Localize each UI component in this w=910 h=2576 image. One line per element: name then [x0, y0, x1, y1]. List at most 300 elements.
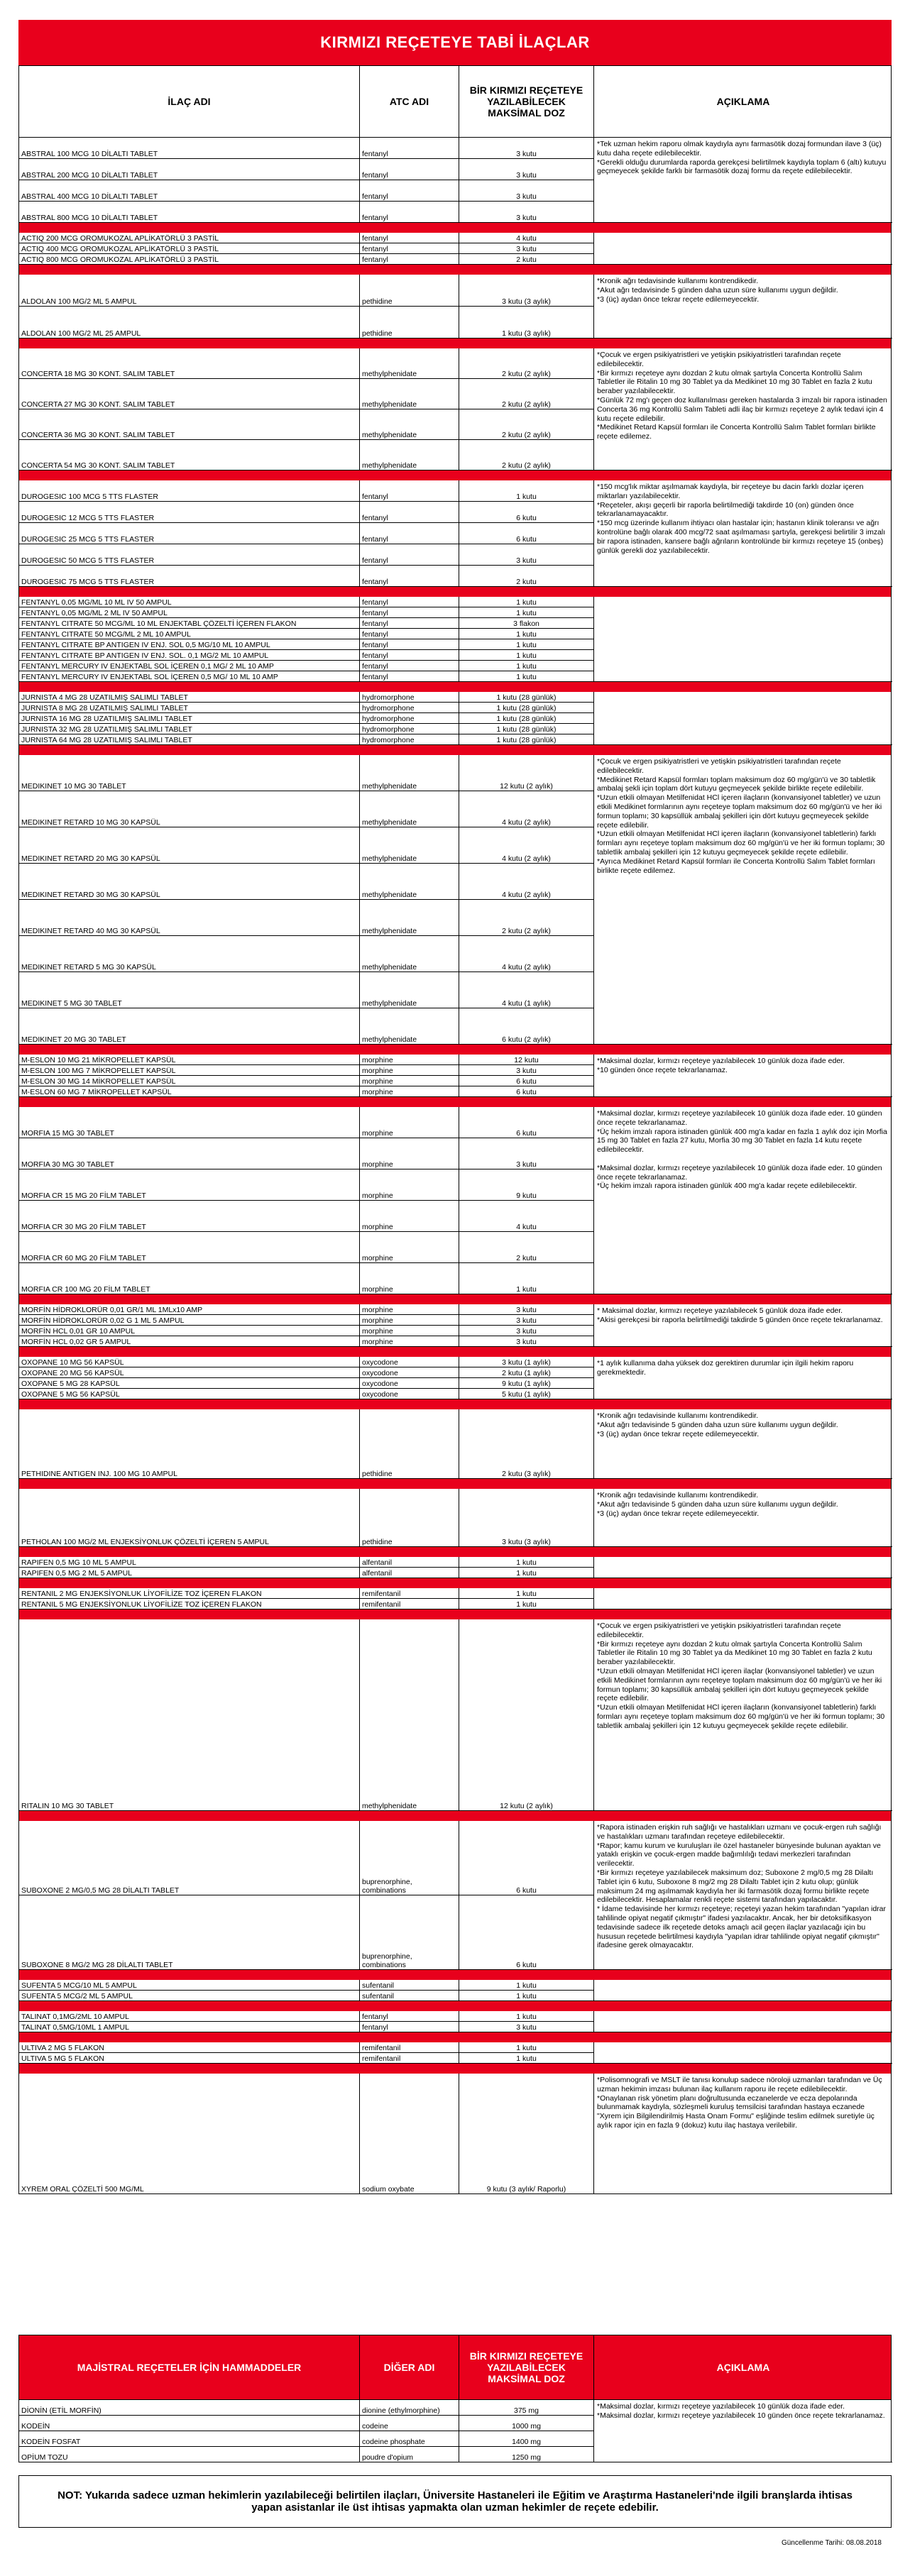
drug-name-cell: ULTIVA 2 MG 5 FLAKON [19, 2042, 360, 2053]
atc-name-cell: morphine [360, 1107, 459, 1138]
description-cell: *150 mcg'lık miktar aşılmamak kaydıyla, bir reçeteye bu dacin farklı dozlar içeren miktarları yazılabilecektir. *Reçeteler, akışı geçerli bir raporla belirtilmediği takdirde 10 (on) günden önce tekrarlanamayacaktır. *150 mcg üzerinde kullanım ihtiyacı olan hastalar için; hastanın klinik toleransı ve ağrı kontrolüne bağlı olarak 400 mcg/72 saat aşılmaması şartıyla, gerekçesi belirtilir 3 imzalı bir rapora istinaden, kansere bağlı ağrıların kontrolünde bir kırmızı reçeteye 15 (onbeş) günlük gerekli doz yazılabilecektir. [594, 480, 892, 587]
table-group [18, 2011, 892, 2032]
atc-name-cell: morphine [360, 1065, 459, 1076]
atc-name-cell: morphine [360, 1326, 459, 1336]
max-dose-cell: 1 kutu [459, 650, 594, 661]
max-dose-cell: 1 kutu [459, 597, 594, 607]
drug-name-cell: PETHOLAN 100 MG/2 ML ENJEKSİYONLUK ÇÖZELTİ İÇEREN 5 AMPUL [19, 1489, 360, 1547]
max-dose-cell: 1 kutu [459, 1557, 594, 1568]
atc-name-cell: morphine [360, 1232, 459, 1263]
drug-name-cell: ACTIQ 400 MCG OROMUKOZAL APLİKATÖRLÜ 3 PASTİL [19, 243, 360, 254]
drug-name-cell: MORFIA 30 MG 30 TABLET [19, 1138, 360, 1169]
max-dose-cell: 3 kutu [459, 1315, 594, 1326]
drug-name-cell: ABSTRAL 400 MCG 10 DİLALTI TABLET [19, 180, 360, 202]
drug-name-cell: MORFİN HCL 0,02 GR 5 AMPUL [19, 1336, 360, 1347]
atc-name-cell: hydromorphone [360, 713, 459, 724]
atc-name-cell: methylphenidate [360, 791, 459, 827]
drug-name-cell: MEDIKINET RETARD 5 MG 30 KAPSÜL [19, 936, 360, 972]
max-dose-cell: 9 kutu (1 aylık) [459, 1378, 594, 1389]
max-dose-cell: 12 kutu (2 aylık) [459, 1619, 594, 1811]
drug-name-cell: RITALIN 10 MG 30 TABLET [19, 1619, 360, 1811]
max-dose-cell: 3 kutu [459, 138, 594, 159]
max-dose-cell: 3 kutu [459, 2022, 594, 2032]
group-separator [18, 223, 892, 233]
description-cell: *Maksimal dozlar, kırmızı reçeteye yazılabilecek 10 günlük doza ifade eder. *10 günden önce reçete tekrarlanamaz. [594, 1055, 892, 1097]
header-atc-name: ATC ADI [360, 66, 459, 137]
max-dose-cell: 3 kutu [459, 1304, 594, 1315]
group-separator [18, 1970, 892, 1980]
group-separator [18, 1547, 892, 1557]
raw-description-cell: *Maksimal dozlar, kırmızı reçeteye yazılabilecek 10 günlük doza ifade eder. *Maksimal dozlar, kırmızı reçeteye yazılabilecek 10 günden önce reçete tekrarlanamaz. [594, 2400, 892, 2462]
atc-name-cell: poudre d'opium [360, 2447, 459, 2462]
max-dose-cell: 6 kutu [459, 523, 594, 544]
atc-name-cell: methylphenidate [360, 440, 459, 470]
header-drug-name: İLAÇ ADI [19, 66, 360, 137]
drug-name-cell: FENTANYL 0,05 MG/ML 2 ML IV 50 AMPUL [19, 607, 360, 618]
drug-name-cell: CONCERTA 27 MG 30 KONT. SALIM TABLET [19, 379, 360, 409]
max-dose-cell: 12 kutu (2 aylık) [459, 755, 594, 791]
atc-name-cell: sufentanil [360, 1980, 459, 1991]
drug-name-cell: JURNISTA 8 MG 28 UZATILMIŞ SALIMLI TABLET [19, 703, 360, 713]
description-cell [594, 692, 892, 745]
group-separator [18, 1811, 892, 1821]
drug-name-cell: DUROGESIC 50 MCG 5 TTS FLASTER [19, 544, 360, 566]
max-dose-cell: 375 mg [459, 2400, 594, 2416]
drug-name-cell: RENTANIL 5 MG ENJEKSİYONLUK LİYOFİLİZE TOZ İÇEREN FLAKON [19, 1599, 360, 1609]
raw-materials-table [18, 2400, 892, 2462]
table-group [18, 233, 892, 265]
max-dose-cell: 1 kutu [459, 480, 594, 502]
max-dose-cell: 1000 mg [459, 2416, 594, 2431]
drug-name-cell: MEDIKINET 20 MG 30 TABLET [19, 1008, 360, 1045]
max-dose-cell: 1 kutu [459, 2011, 594, 2022]
drug-name-cell: MORFİN HİDROKLORÜR 0,01 GR/1 ML 1MLx10 AMP [19, 1304, 360, 1315]
max-dose-cell: 1 kutu [459, 1980, 594, 1991]
drug-name-cell: KODEİN FOSFAT [19, 2431, 360, 2447]
atc-name-cell: fentanyl [360, 523, 459, 544]
description-cell: *Çocuk ve ergen psikiyatristleri ve yetişkin psikiyatristleri tarafından reçete edilebilecektir. *Medikinet Retard Kapsül formları toplam maksimum doz 60 mg/gün'ü ve 30 tabletlik ambalaj şekli için toplam dört kutuyu geçmeyecek şekilde birlikte reçete edilebilir. *Uzun etkili olmayan Metilfenidat HCl içeren ilaçların (konvansiyonel tabletler) ve uzun etkili Medikinet formlarının aynı reçeteye toplam maksimum doz 60 mg/gün'ü ve her iki formun toplamı; 30 kapsüllük ambalaj şekilleri için dört kutuyu geçmeyecek şekilde reçete edilebilir. *Uzun etkili olmayan Metilfenidat HCl içeren ilaçların (konvansiyonel tabletlerin) farklı formları aynı reçeteye toplam maksimum doz 60 mg/gün'ü ve her iki formun toplamı; 30 tabletlik ambalaj şekilleri için 12 kutuyu geçmeyecek şekilde reçete edilebilir. *Ayrıca Medikinet Retard Kapsül formları ile Concerta Kontrollü Salım Tablet formları birlikte reçete edilemez. [594, 755, 892, 1045]
atc-name-cell: fentanyl [360, 243, 459, 254]
atc-name-cell: morphine [360, 1201, 459, 1232]
atc-name-cell: buprenorphine, combinations [360, 1821, 459, 1895]
group-separator [18, 1097, 892, 1107]
max-dose-cell: 6 kutu [459, 1086, 594, 1097]
atc-name-cell: hydromorphone [360, 703, 459, 713]
atc-name-cell: pethidine [360, 1409, 459, 1479]
max-dose-cell: 1 kutu [459, 1568, 594, 1578]
max-dose-cell: 5 kutu (1 aylık) [459, 1389, 594, 1399]
max-dose-cell: 3 kutu [459, 1336, 594, 1347]
drug-name-cell: MEDIKINET RETARD 10 MG 30 KAPSÜL [19, 791, 360, 827]
max-dose-cell: 12 kutu [459, 1055, 594, 1065]
max-dose-cell: 3 kutu (3 aylık) [459, 1489, 594, 1547]
atc-name-cell: methylphenidate [360, 379, 459, 409]
group-separator [18, 682, 892, 692]
max-dose-cell: 3 kutu [459, 159, 594, 180]
drug-name-cell: DUROGESIC 75 MCG 5 TTS FLASTER [19, 566, 360, 587]
drug-name-cell: JURNISTA 32 MG 28 UZATILMIŞ SALIMLI TABLET [19, 724, 360, 734]
max-dose-cell: 2 kutu (1 aylık) [459, 1367, 594, 1378]
atc-name-cell: morphine [360, 1304, 459, 1315]
description-cell [594, 597, 892, 682]
drug-name-cell: OXOPANE 5 MG 56 KAPSÜL [19, 1389, 360, 1399]
header-other-name: DİĞER ADI [360, 2335, 459, 2399]
atc-name-cell: remifentanil [360, 2042, 459, 2053]
drug-name-cell: SUBOXONE 2 MG/0,5 MG 28 DİLALTI TABLET [19, 1821, 360, 1895]
max-dose-cell: 1400 mg [459, 2431, 594, 2447]
max-dose-cell: 6 kutu [459, 1076, 594, 1086]
atc-name-cell: morphine [360, 1055, 459, 1065]
description-cell [594, 1980, 892, 2001]
group-separator [18, 1609, 892, 1619]
max-dose-cell: 1 kutu (28 günlük) [459, 713, 594, 724]
atc-name-cell: oxycodone [360, 1357, 459, 1367]
table-group [18, 597, 892, 682]
max-dose-cell: 2 kutu (2 aylık) [459, 440, 594, 470]
header-raw-max-dose: BİR KIRMIZI REÇETEYE YAZILABİLECEK MAKSİMAL DOZ [459, 2335, 594, 2399]
header-raw-description: AÇIKLAMA [716, 2362, 770, 2373]
max-dose-cell: 1 kutu [459, 2042, 594, 2053]
max-dose-cell: 4 kutu [459, 233, 594, 243]
max-dose-cell: 3 kutu [459, 243, 594, 254]
description-cell [594, 2042, 892, 2064]
atc-name-cell: remifentanil [360, 2053, 459, 2064]
table-group [18, 348, 892, 470]
table-group [18, 1489, 892, 1547]
drug-name-cell: M-ESLON 30 MG 14 MİKROPELLET KAPSÜL [19, 1076, 360, 1086]
max-dose-cell: 4 kutu (2 aylık) [459, 864, 594, 900]
atc-name-cell: methylphenidate [360, 936, 459, 972]
drug-name-cell: ALDOLAN 100 MG/2 ML 5 AMPUL [19, 275, 360, 307]
drug-name-cell: FENTANYL MERCURY IV ENJEKTABL SOL İÇEREN 0,1 MG/ 2 ML 10 AMP [19, 661, 360, 671]
atc-name-cell: dionine (ethylmorphine) [360, 2400, 459, 2416]
drug-name-cell: FENTANYL CITRATE BP ANTIGEN IV ENJ. SOL. 0,1 MG/2 ML 10 AMPUL [19, 650, 360, 661]
atc-name-cell: fentanyl [360, 202, 459, 223]
max-dose-cell: 1 kutu (3 aylık) [459, 307, 594, 338]
atc-name-cell: morphine [360, 1169, 459, 1201]
atc-name-cell: fentanyl [360, 607, 459, 618]
max-dose-cell: 4 kutu (1 aylık) [459, 972, 594, 1008]
atc-name-cell: sufentanil [360, 1991, 459, 2001]
description-cell: *Çocuk ve ergen psikiyatristleri ve yetişkin psikiyatristleri tarafından reçete edilebilecektir. *Bir kırmızı reçeteye aynı dozdan 2 kutu olmak şartıyla Concerta Kontrollü Salım Tabletler ile Ritalin 10 mg 30 Tablet ya da Medikinet 10 mg 30 Tablet en fazla 2 kutu beraber yazılabilecektir. *Günlük 72 mg'ı geçen doz kullanılması gereken hastalarda 3 imzalı bir rapora istinaden Concerta 36 mg Kontrollü Salım Tableti adli ilaç bir kırmızı reçeteye 2 aylık tedavi için 4 kutu reçete edilebilir. *Medikinet Retard Kapsül formları ile Concerta Kontrollü Salım Tablet formları birlikte reçete edilemez. [594, 348, 892, 470]
drug-name-cell: MEDIKINET RETARD 30 MG 30 KAPSÜL [19, 864, 360, 900]
drug-name-cell: SUFENTA 5 MCG/10 ML 5 AMPUL [19, 1980, 360, 1991]
group-separator [18, 265, 892, 275]
atc-name-cell: morphine [360, 1263, 459, 1294]
atc-name-cell: methylphenidate [360, 1619, 459, 1811]
atc-name-cell: fentanyl [360, 629, 459, 639]
drug-name-cell: MORFIA CR 15 MG 20 FİLM TABLET [19, 1169, 360, 1201]
atc-name-cell: pethidine [360, 307, 459, 338]
description-cell: * Maksimal dozlar, kırmızı reçeteye yazılabilecek 5 günlük doza ifade eder. *Akisi gerekçesi bir raporla belirtilmediği takdirde 5 günden önce reçete tekrarlanamaz. [594, 1304, 892, 1347]
max-dose-cell: 9 kutu [459, 1169, 594, 1201]
table-group [18, 755, 892, 1045]
drug-name-cell: OXOPANE 20 MG 56 KAPSÜL [19, 1367, 360, 1378]
atc-name-cell: oxycodone [360, 1367, 459, 1378]
drug-name-cell: PETHIDINE ANTIGEN INJ. 100 MG 10 AMPUL [19, 1409, 360, 1479]
description-cell: *1 aylık kullanıma daha yüksek doz gerektiren durumlar için ilgili hekim raporu gerekmektedir. [594, 1357, 892, 1399]
atc-name-cell: morphine [360, 1086, 459, 1097]
group-separator [18, 1294, 892, 1304]
table-group [18, 692, 892, 745]
atc-name-cell: fentanyl [360, 618, 459, 629]
atc-name-cell: fentanyl [360, 254, 459, 265]
table-group [18, 480, 892, 587]
max-dose-cell: 1 kutu (28 günlük) [459, 703, 594, 713]
drug-name-cell: MORFİN HİDROKLORÜR 0,02 G 1 ML 5 AMPUL [19, 1315, 360, 1326]
drug-name-cell: MEDIKINET RETARD 40 MG 30 KAPSÜL [19, 900, 360, 936]
drug-name-cell: ABSTRAL 800 MCG 10 DİLALTI TABLET [19, 202, 360, 223]
max-dose-cell: 1250 mg [459, 2447, 594, 2462]
drug-name-cell: RENTANIL 2 MG ENJEKSİYONLUK LİYOFİLİZE TOZ İÇEREN FLAKON [19, 1588, 360, 1599]
max-dose-cell: 4 kutu (2 aylık) [459, 936, 594, 972]
max-dose-cell: 6 kutu [459, 1895, 594, 1970]
atc-name-cell: pethidine [360, 275, 459, 307]
atc-name-cell: methylphenidate [360, 900, 459, 936]
max-dose-cell: 6 kutu (2 aylık) [459, 1008, 594, 1045]
atc-name-cell: fentanyl [360, 639, 459, 650]
atc-name-cell: codeine phosphate [360, 2431, 459, 2447]
drug-name-cell: MORFIA 15 MG 30 TABLET [19, 1107, 360, 1138]
max-dose-cell: 3 kutu [459, 1138, 594, 1169]
atc-name-cell: fentanyl [360, 159, 459, 180]
atc-name-cell: fentanyl [360, 597, 459, 607]
description-cell: *Rapora istinaden erişkin ruh sağlığı ve hastalıkları uzmanı ve çocuk-ergen ruh sağlığı ve hastalıkları uzmanı tarafından reçeteye edilebilecektir. *Rapor; kamu kurum ve kuruluşları ile özel hastaneler bünyesinde bulunan ayaktan ve yataklı erişkin ve çocuk-ergen madde bağımlılığı tedavi merkezleri tarafından verilecektir. *Bir kırmızı reçeteye yazılabilecek maksimum doz; Suboxone 2 mg/0,5 mg 28 Dilaltı Tablet için 6 kutu, Suboxone 8 mg/2 mg 28 Dilaltı Tablet için 2 kutu olup; günlük maksimum 24 mg aşılmamak kaydıyla her iki farmasötik dozaj formu birlikte reçete edilebilecektir. Hesaplamalar renkli reçete sistemi tarafından yapılacaktır. * İdame tedavisinde her kırmızı reçeteye; reçeteyi yazan hekim tarafından "yapılan idrar tahlilinde opiyat negatif çıkmıştır" ifadesi yazılacaktır. Ancak, her bir detoksifikasyon tedavisinde sadece ilk reçetede detoks amaçlı acil geçen ilaçlar yazılacağı için bu hususun reçetede belirtilmesi kaydıyla "yapılan idrar tahlilinde opiyat negatif çıkmıştır" ifadesine gerek olmayacaktır. [594, 1821, 892, 1970]
max-dose-cell: 1 kutu [459, 639, 594, 650]
table-group [18, 275, 892, 338]
atc-name-cell: oxycodone [360, 1389, 459, 1399]
max-dose-cell: 1 kutu [459, 2053, 594, 2064]
drug-name-cell: SUBOXONE 8 MG/2 MG 28 DİLALTI TABLET [19, 1895, 360, 1970]
group-separator [18, 2032, 892, 2042]
group-separator [18, 745, 892, 755]
atc-name-cell: morphine [360, 1336, 459, 1347]
table-group [18, 1588, 892, 1609]
atc-name-cell: methylphenidate [360, 1008, 459, 1045]
table-group [18, 1980, 892, 2001]
drug-name-cell: ABSTRAL 100 MCG 10 DİLALTI TABLET [19, 138, 360, 159]
max-dose-cell: 4 kutu [459, 1201, 594, 1232]
atc-name-cell: fentanyl [360, 2011, 459, 2022]
max-dose-cell: 1 kutu [459, 661, 594, 671]
header-raw-material: MAJİSTRAL REÇETELER İÇİN HAMMADDELER [19, 2335, 360, 2399]
table-group [18, 2400, 892, 2462]
group-separator [18, 1399, 892, 1409]
max-dose-cell: 6 kutu [459, 1107, 594, 1138]
description-cell: *Kronik ağrı tedavisinde kullanımı kontrendikedir. *Akut ağrı tedavisinde 5 günden daha uzun süre kullanımı uygun değildir. *3 (üç) aydan önce tekrar reçete edilemeyecektir. [594, 275, 892, 338]
max-dose-cell: 2 kutu [459, 254, 594, 265]
max-dose-cell: 3 kutu (1 aylık) [459, 1357, 594, 1367]
drug-name-cell: ACTIQ 800 MCG OROMUKOZAL APLİKATÖRLÜ 3 PASTİL [19, 254, 360, 265]
drug-name-cell: DİONİN (ETİL MORFİN) [19, 2400, 360, 2416]
table-header [18, 65, 892, 138]
raw-materials-header [18, 2335, 892, 2400]
atc-name-cell: alfentanil [360, 1557, 459, 1568]
atc-name-cell: hydromorphone [360, 724, 459, 734]
atc-name-cell: fentanyl [360, 2022, 459, 2032]
max-dose-cell: 2 kutu (2 aylık) [459, 409, 594, 440]
drug-name-cell: FENTANYL 0,05 MG/ML 10 ML IV 50 AMPUL [19, 597, 360, 607]
description-cell: *Kronik ağrı tedavisinde kullanımı kontrendikedir. *Akut ağrı tedavisinde 5 günden daha uzun süre kullanımı uygun değildir. *3 (üç) aydan önce tekrar reçete edilemeyecektir. [594, 1409, 892, 1479]
drug-name-cell: JURNISTA 64 MG 28 UZATILMIŞ SALIMLI TABLET [19, 734, 360, 745]
description-cell [594, 233, 892, 265]
max-dose-cell: 1 kutu (28 günlük) [459, 692, 594, 703]
atc-name-cell: oxycodone [360, 1378, 459, 1389]
table-group [18, 1821, 892, 1970]
drug-table [18, 138, 892, 2194]
drug-name-cell: MEDIKINET 5 MG 30 TABLET [19, 972, 360, 1008]
drug-name-cell: MEDIKINET 10 MG 30 TABLET [19, 755, 360, 791]
max-dose-cell: 1 kutu [459, 1588, 594, 1599]
atc-name-cell: fentanyl [360, 544, 459, 566]
table-group [18, 2074, 892, 2194]
atc-name-cell: fentanyl [360, 661, 459, 671]
max-dose-cell: 1 kutu [459, 1991, 594, 2001]
drug-name-cell: FENTANYL CITRATE 50 MCG/ML 10 ML ENJEKTABL ÇÖZELTİ İÇEREN FLAKON [19, 618, 360, 629]
description-cell [594, 2011, 892, 2032]
atc-name-cell: fentanyl [360, 566, 459, 587]
atc-name-cell: methylphenidate [360, 864, 459, 900]
atc-name-cell: remifentanil [360, 1599, 459, 1609]
table-group [18, 2042, 892, 2064]
table-group [18, 1107, 892, 1294]
drug-name-cell: DUROGESIC 25 MCG 5 TTS FLASTER [19, 523, 360, 544]
max-dose-cell: 1 kutu (28 günlük) [459, 734, 594, 745]
atc-name-cell: fentanyl [360, 671, 459, 682]
max-dose-cell: 3 kutu [459, 180, 594, 202]
drug-name-cell: MORFIA CR 100 MG 20 FİLM TABLET [19, 1263, 360, 1294]
max-dose-cell: 1 kutu [459, 1599, 594, 1609]
description-cell [594, 1588, 892, 1609]
max-dose-cell: 6 kutu [459, 1821, 594, 1895]
drug-name-cell: MEDIKINET RETARD 20 MG 30 KAPSÜL [19, 827, 360, 864]
description-cell: *Tek uzman hekim raporu olmak kaydıyla aynı farmasötik dozaj formundan ilave 3 (üç) kutu daha reçete edilebilecektir. *Gerekli olduğu durumlarda raporda gerekçesi belirtilmek kaydıyla toplam 6 (altı) kutuyu geçmeyecek şekilde farklı bir farmasötik dozaj formu da reçete edilebilecektir. [594, 138, 892, 223]
atc-name-cell: alfentanil [360, 1568, 459, 1578]
max-dose-cell: 3 flakon [459, 618, 594, 629]
atc-name-cell: fentanyl [360, 650, 459, 661]
max-dose-cell: 3 kutu [459, 1326, 594, 1336]
table-group [18, 1055, 892, 1097]
drug-name-cell: CONCERTA 36 MG 30 KONT. SALIM TABLET [19, 409, 360, 440]
drug-name-cell: MORFIA CR 60 MG 20 FİLM TABLET [19, 1232, 360, 1263]
drug-name-cell: M-ESLON 60 MG 7 MİKROPELLET KAPSÜL [19, 1086, 360, 1097]
max-dose-cell: 1 kutu [459, 1263, 594, 1294]
table-group [18, 1357, 892, 1399]
max-dose-cell: 1 kutu [459, 671, 594, 682]
atc-name-cell: methylphenidate [360, 348, 459, 379]
drug-name-cell: ALDOLAN 100 MG/2 ML 25 AMPUL [19, 307, 360, 338]
max-dose-cell: 2 kutu (2 aylık) [459, 379, 594, 409]
updated-date: Güncellenme Tarihi: 08.08.2018 [781, 2539, 882, 2547]
drug-name-cell: RAPIFEN 0,5 MG 2 ML 5 AMPUL [19, 1568, 360, 1578]
atc-name-cell: methylphenidate [360, 972, 459, 1008]
max-dose-cell: 3 kutu (3 aylık) [459, 275, 594, 307]
group-separator [18, 1578, 892, 1588]
max-dose-cell: 4 kutu (2 aylık) [459, 791, 594, 827]
max-dose-cell: 3 kutu [459, 202, 594, 223]
drug-name-cell: KODEİN [19, 2416, 360, 2431]
table-group [18, 1557, 892, 1578]
drug-name-cell: FENTANYL CITRATE 50 MCG/ML 2 ML 10 AMPUL [19, 629, 360, 639]
atc-name-cell: hydromorphone [360, 692, 459, 703]
description-cell: *Kronik ağrı tedavisinde kullanımı kontrendikedir. *Akut ağrı tedavisinde 5 günden daha uzun süre kullanımı uygun değildir. *3 (üç) aydan önce tekrar reçete edilemeyecektir. [594, 1489, 892, 1547]
group-separator [18, 338, 892, 348]
drug-name-cell: ABSTRAL 200 MCG 10 DİLALTI TABLET [19, 159, 360, 180]
group-separator [18, 1479, 892, 1489]
group-separator [18, 1347, 892, 1357]
atc-name-cell: buprenorphine, combinations [360, 1895, 459, 1970]
drug-name-cell: DUROGESIC 12 MCG 5 TTS FLASTER [19, 502, 360, 523]
drug-name-cell: FENTANYL CITRATE BP ANTIGEN IV ENJ. SOL 0,5 MG/10 ML 10 AMPUL [19, 639, 360, 650]
drug-name-cell: FENTANYL MERCURY IV ENJEKTABL SOL İÇEREN 0,5 MG/ 10 ML 10 AMP [19, 671, 360, 682]
drug-name-cell: DUROGESIC 100 MCG 5 TTS FLASTER [19, 480, 360, 502]
atc-name-cell: codeine [360, 2416, 459, 2431]
drug-name-cell: OXOPANE 10 MG 56 KAPSÜL [19, 1357, 360, 1367]
drug-name-cell: XYREM ORAL ÇÖZELTİ 500 MG/ML [19, 2074, 360, 2194]
atc-name-cell: methylphenidate [360, 755, 459, 791]
atc-name-cell: pethidine [360, 1489, 459, 1547]
atc-name-cell: morphine [360, 1138, 459, 1169]
group-separator [18, 470, 892, 480]
drug-name-cell: TALINAT 0,1MG/2ML 10 AMPUL [19, 2011, 360, 2022]
group-separator [18, 587, 892, 597]
max-dose-cell: 2 kutu [459, 1232, 594, 1263]
max-dose-cell: 3 kutu [459, 1065, 594, 1076]
drug-name-cell: OXOPANE 5 MG 28 KAPSÜL [19, 1378, 360, 1389]
description-cell: *Çocuk ve ergen psikiyatristleri ve yetişkin psikiyatristleri tarafından reçete edilebilecektir. *Bir kırmızı reçeteye aynı dozdan 2 kutu olmak şartıyla Concerta Kontrollü Salım Tabletler ile Ritalin 10 mg 30 Tablet ya da Medikinet 10 mg 30 Tablet en fazla 2 kutu beraber yazılabilecektir. *Uzun etkili olmayan Metilfenidat HCl içeren ilaçlar (konvansiyonel tabletler) ve uzun etkili Medikinet formlarının aynı reçeteye toplam maksimum doz 60 mg/gün'ü ve her iki formun toplamı; 30 kapsüllük ambalaj şekilleri için dört kutuyu geçmeyecek şekilde reçete edilebilir. *Uzun etkili olmayan Metilfenidat HCl içeren ilaçların (konvansiyonel tabletlerin) farklı formları aynı reçeteye toplam maksimum doz 60 mg/gün'ü ve her iki formun toplamı; 30 tabletlik ambalaj şekilleri için 12 kutuyu geçmeyecek şekilde reçete edilebilir. [594, 1619, 892, 1811]
atc-name-cell: methylphenidate [360, 409, 459, 440]
atc-name-cell: hydromorphone [360, 734, 459, 745]
group-separator [18, 2064, 892, 2074]
footnote: NOT: Yukarıda sadece uzman hekimlerin yazılabileceği belirtilen ilaçları, Üniversite Hastaneleri ile Eğitim ve Araştırma Hastaneleri'nde ilgili branşlarda ihtisas yapan asistanlar ile üst ihtisas yapmakta olan uzman hekimler de reçete edebilir. [18, 2475, 892, 2528]
page-title: KIRMIZI REÇETEYE TABİ İLAÇLAR [18, 20, 892, 65]
drug-name-cell: CONCERTA 18 MG 30 KONT. SALIM TABLET [19, 348, 360, 379]
drug-name-cell: MORFİN HCL 0,01 GR 10 AMPUL [19, 1326, 360, 1336]
max-dose-cell: 1 kutu (28 günlük) [459, 724, 594, 734]
atc-name-cell: fentanyl [360, 233, 459, 243]
atc-name-cell: morphine [360, 1076, 459, 1086]
atc-name-cell: fentanyl [360, 502, 459, 523]
max-dose-cell: 2 kutu [459, 566, 594, 587]
drug-name-cell: TALINAT 0,5MG/10ML 1 AMPUL [19, 2022, 360, 2032]
atc-name-cell: fentanyl [360, 138, 459, 159]
drug-name-cell: OPİUM TOZU [19, 2447, 360, 2462]
header-description: AÇIKLAMA [716, 96, 770, 107]
drug-name-cell: ULTIVA 5 MG 5 FLAKON [19, 2053, 360, 2064]
atc-name-cell: methylphenidate [360, 827, 459, 864]
max-dose-cell: 2 kutu (3 aylık) [459, 1409, 594, 1479]
drug-name-cell: CONCERTA 54 MG 30 KONT. SALIM TABLET [19, 440, 360, 470]
drug-name-cell: M-ESLON 10 MG 21 MİKROPELLET KAPSÜL [19, 1055, 360, 1065]
table-group [18, 1304, 892, 1347]
drug-name-cell: JURNISTA 16 MG 28 UZATILMIŞ SALIMLI TABLET [19, 713, 360, 724]
description-cell: *Maksimal dozlar, kırmızı reçeteye yazılabilecek 10 günlük doza ifade eder. 10 günden önce reçete tekrarlanamaz. *Üç hekim imzalı rapora istinaden günlük 400 mg'a kadar en fazla 1 aylık doz için Morfia 15 mg 30 Tablet en fazla 27 kutu, Morfia 30 mg 30 Tablet en fazla 14 kutu reçete edilebilecektir. *Maksimal dozlar, kırmızı reçeteye yazılabilecek 10 günlük doza ifade eder. 10 günden önce reçete tekrarlanamaz. *Üç hekim imzalı rapora istinaden günlük 400 mg'a kadar reçete edilebilecektir. [594, 1107, 892, 1294]
drug-name-cell: JURNISTA 4 MG 28 UZATILMIŞ SALIMLI TABLET [19, 692, 360, 703]
drug-name-cell: RAPIFEN 0,5 MG 10 ML 5 AMPUL [19, 1557, 360, 1568]
atc-name-cell: fentanyl [360, 480, 459, 502]
table-group [18, 1409, 892, 1479]
drug-name-cell: M-ESLON 100 MG 7 MİKROPELLET KAPSÜL [19, 1065, 360, 1076]
group-separator [18, 2001, 892, 2011]
max-dose-cell: 2 kutu (2 aylık) [459, 900, 594, 936]
table-group [18, 1619, 892, 1811]
header-max-dose: BİR KIRMIZI REÇETEYE YAZILABİLECEK MAKSİMAL DOZ [459, 66, 594, 137]
group-separator [18, 1045, 892, 1055]
drug-name-cell: SUFENTA 5 MCG/2 ML 5 AMPUL [19, 1991, 360, 2001]
max-dose-cell: 2 kutu (2 aylık) [459, 348, 594, 379]
atc-name-cell: fentanyl [360, 180, 459, 202]
max-dose-cell: 9 kutu (3 aylık/ Raporlu) [459, 2074, 594, 2194]
